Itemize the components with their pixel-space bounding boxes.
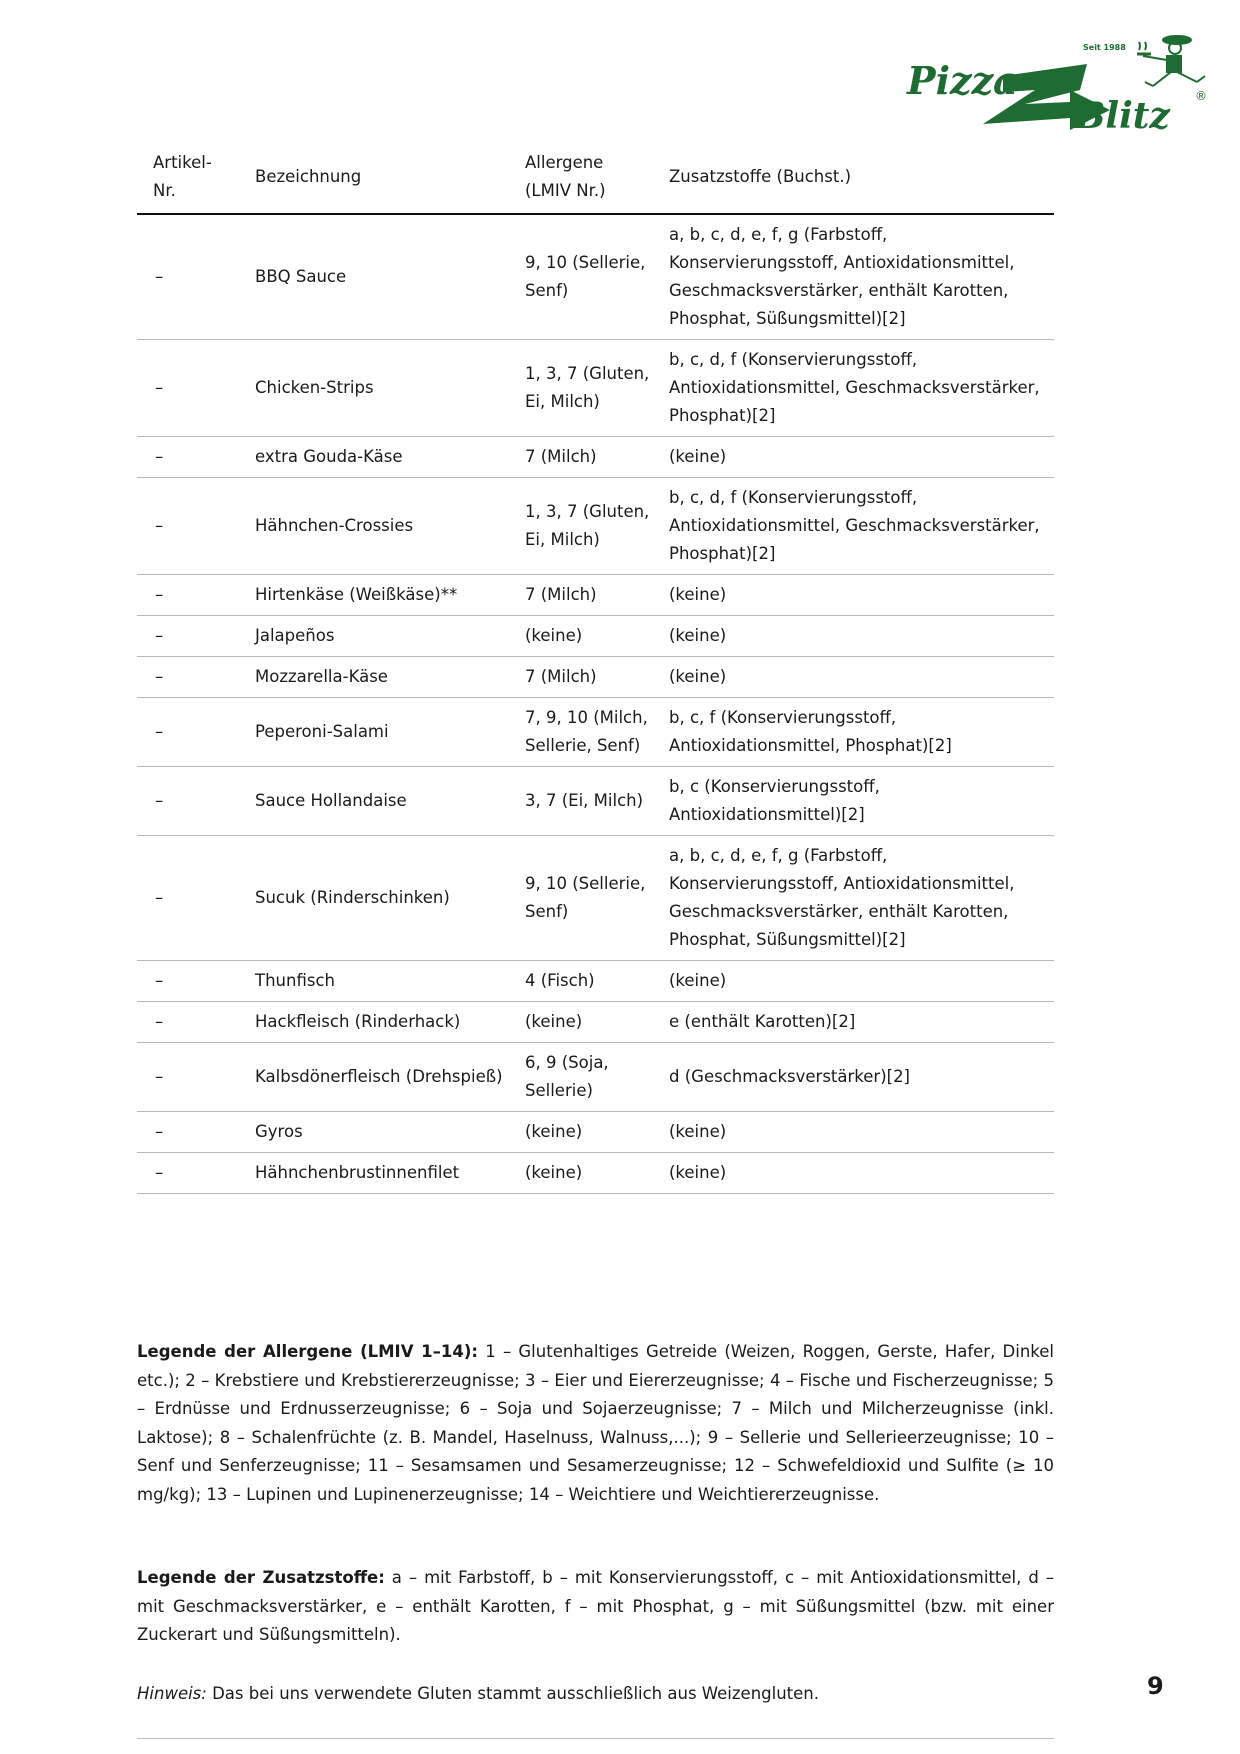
table-row xyxy=(137,1002,1054,1043)
allergen-legend-text: 1 – Glutenhaltiges Getreide (Weizen, Roggen, Gerste, Hafer, Dinkel etc.); 2 – Krebstiere und Krebstiererzeugnisse; 3 – Eier und Eiererzeugnisse; 4 – Fische und Fischerzeugnisse; 5 – Erdnüsse und Erdnusserzeugnisse; 6 – Soja und Sojaerzeugnisse; 7 – Milch und Milcherzeugnisse (inkl. Laktose); 8 – Schalenfrüchte (z. B. Mandel, Haselnuss, Walnuss,...); 9 – Sellerie und Sellerieerzeugnisse; 10 – Senf und Senferzeugnisse; 11 – Sesamsamen und Sesamerzeugnisse; 12 – Schwefeldioxid und Sulfite (≥ 10 mg/kg); 13 – Lupinen und Lupinenerzeugnisse; 14 – Weichtiere und Weichtiererzeugnisse. xyxy=(137,1342,1054,1504)
table-body xyxy=(137,214,1054,1194)
header-allergens-line1: Allergene xyxy=(525,153,604,172)
cell-allergens: 6, 9 (Soja, Sellerie) xyxy=(509,1043,653,1112)
table-row xyxy=(137,657,1054,698)
header-article-no-line2: Nr. xyxy=(153,181,176,200)
cell-article-no: – xyxy=(137,1153,239,1194)
cell-additives: a, b, c, d, e, f, g (Farbstoff, Konservierungsstoff, Antioxidationsmittel, Geschmacksverstärker, enthält Karotten, Phosphat, Süßungsmittel)[2] xyxy=(653,214,1054,340)
cell-additives: b, c, d, f (Konservierungsstoff, Antioxidationsmittel, Geschmacksverstärker, Phosphat)[2] xyxy=(653,478,1054,575)
allergen-legend-title: Legende der Allergene (LMIV 1–14): xyxy=(137,1342,479,1361)
cell-allergens: 3, 7 (Ei, Milch) xyxy=(509,767,653,836)
additives-legend-text: a – mit Farbstoff, b – mit Konservierungsstoff, c – mit Antioxidationsmittel, d – mit Geschmacksverstärker, e – enthält Karotten, f – mit Phosphat, g – mit Süßungsmittel (bzw. mit einer Zuckerart und Süßungsmitteln). xyxy=(137,1568,1054,1644)
table-row xyxy=(137,616,1054,657)
allergen-legend xyxy=(137,1338,1054,1509)
cell-article-no: – xyxy=(137,575,239,616)
cell-additives: (keine) xyxy=(653,1153,1054,1194)
cell-allergens: 7 (Milch) xyxy=(509,437,653,478)
table-row xyxy=(137,836,1054,961)
cell-name: Hackfleisch (Rinderhack) xyxy=(239,1002,509,1043)
cell-article-no: – xyxy=(137,698,239,767)
cell-article-no: – xyxy=(137,836,239,961)
header-name: Bezeichnung xyxy=(239,143,509,214)
table-row xyxy=(137,478,1054,575)
cell-name: Hähnchen-Crossies xyxy=(239,478,509,575)
additives-legend xyxy=(137,1564,1054,1650)
cell-allergens: 7 (Milch) xyxy=(509,657,653,698)
header-allergens-line2: (LMIV Nr.) xyxy=(525,181,606,200)
table-row xyxy=(137,214,1054,340)
cell-allergens: 7 (Milch) xyxy=(509,575,653,616)
cell-allergens: 9, 10 (Sellerie, Senf) xyxy=(509,836,653,961)
page-number: 9 xyxy=(1147,1672,1164,1700)
header-article-no-line1: Artikel- xyxy=(153,153,212,172)
header-article-no xyxy=(137,143,239,214)
cell-additives: e (enthält Karotten)[2] xyxy=(653,1002,1054,1043)
cell-article-no: – xyxy=(137,478,239,575)
cell-additives: (keine) xyxy=(653,1112,1054,1153)
cell-name: Sauce Hollandaise xyxy=(239,767,509,836)
cell-article-no: – xyxy=(137,767,239,836)
table-row xyxy=(137,767,1054,836)
cell-additives: (keine) xyxy=(653,616,1054,657)
cell-allergens: (keine) xyxy=(509,616,653,657)
table-row xyxy=(137,1043,1054,1112)
cell-additives: (keine) xyxy=(653,437,1054,478)
cell-name: Hähnchenbrustinnenfilet xyxy=(239,1153,509,1194)
cell-name: extra Gouda-Käse xyxy=(239,437,509,478)
running-delivery-man-icon xyxy=(1137,36,1205,86)
pizza-blitz-logo xyxy=(905,28,1215,146)
cell-article-no: – xyxy=(137,1002,239,1043)
cell-article-no: – xyxy=(137,437,239,478)
cell-allergens: (keine) xyxy=(509,1002,653,1043)
cell-additives: b, c (Konservierungsstoff, Antioxidationsmittel)[2] xyxy=(653,767,1054,836)
cell-allergens: 1, 3, 7 (Gluten, Ei, Milch) xyxy=(509,478,653,575)
cell-allergens: 1, 3, 7 (Gluten, Ei, Milch) xyxy=(509,340,653,437)
note-label: Hinweis: xyxy=(137,1684,207,1703)
registered-mark: ® xyxy=(1195,89,1207,103)
cell-additives: (keine) xyxy=(653,961,1054,1002)
table-row xyxy=(137,1153,1054,1194)
cell-name: Hirtenkäse (Weißkäse)** xyxy=(239,575,509,616)
table-row xyxy=(137,340,1054,437)
header-additives: Zusatzstoffe (Buchst.) xyxy=(653,143,1054,214)
cell-article-no: – xyxy=(137,657,239,698)
cell-name: BBQ Sauce xyxy=(239,214,509,340)
cell-additives: d (Geschmacksverstärker)[2] xyxy=(653,1043,1054,1112)
cell-article-no: – xyxy=(137,961,239,1002)
brand-name-blitz: Blitz xyxy=(1075,95,1170,137)
cell-additives: b, c, d, f (Konservierungsstoff, Antioxidationsmittel, Geschmacksverstärker, Phosphat)[2] xyxy=(653,340,1054,437)
cell-name: Gyros xyxy=(239,1112,509,1153)
cell-name: Thunfisch xyxy=(239,961,509,1002)
gluten-note xyxy=(137,1680,819,1708)
cell-additives: (keine) xyxy=(653,575,1054,616)
cell-allergens: (keine) xyxy=(509,1112,653,1153)
cell-allergens: 9, 10 (Sellerie, Senf) xyxy=(509,214,653,340)
footer-divider xyxy=(137,1738,1054,1739)
brand-tagline: Seit 1988 xyxy=(1083,43,1126,52)
additives-legend-title: Legende der Zusatzstoffe: xyxy=(137,1568,385,1587)
cell-article-no: – xyxy=(137,214,239,340)
note-text: Das bei uns verwendete Gluten stammt ausschließlich aus Weizengluten. xyxy=(206,1684,819,1703)
cell-article-no: – xyxy=(137,340,239,437)
cell-name: Kalbsdönerfleisch (Drehspieß) xyxy=(239,1043,509,1112)
cell-name: Peperoni-Salami xyxy=(239,698,509,767)
cell-name: Chicken-Strips xyxy=(239,340,509,437)
table-row xyxy=(137,575,1054,616)
brand-name-pizza: Pizza xyxy=(907,58,1018,103)
cell-article-no: – xyxy=(137,616,239,657)
table-row xyxy=(137,437,1054,478)
allergen-table xyxy=(137,143,1054,1194)
cell-name: Jalapeños xyxy=(239,616,509,657)
table-row xyxy=(137,698,1054,767)
cell-article-no: – xyxy=(137,1112,239,1153)
cell-name: Sucuk (Rinderschinken) xyxy=(239,836,509,961)
table-row xyxy=(137,1112,1054,1153)
cell-additives: (keine) xyxy=(653,657,1054,698)
cell-allergens: (keine) xyxy=(509,1153,653,1194)
table-header-row xyxy=(137,143,1054,214)
cell-allergens: 7, 9, 10 (Milch, Sellerie, Senf) xyxy=(509,698,653,767)
header-allergens xyxy=(509,143,653,214)
cell-additives: a, b, c, d, e, f, g (Farbstoff, Konservierungsstoff, Antioxidationsmittel, Geschmacksverstärker, enthält Karotten, Phosphat, Süßungsmittel)[2] xyxy=(653,836,1054,961)
cell-additives: b, c, f (Konservierungsstoff, Antioxidationsmittel, Phosphat)[2] xyxy=(653,698,1054,767)
cell-article-no: – xyxy=(137,1043,239,1112)
table-row xyxy=(137,961,1054,1002)
cell-allergens: 4 (Fisch) xyxy=(509,961,653,1002)
cell-name: Mozzarella-Käse xyxy=(239,657,509,698)
